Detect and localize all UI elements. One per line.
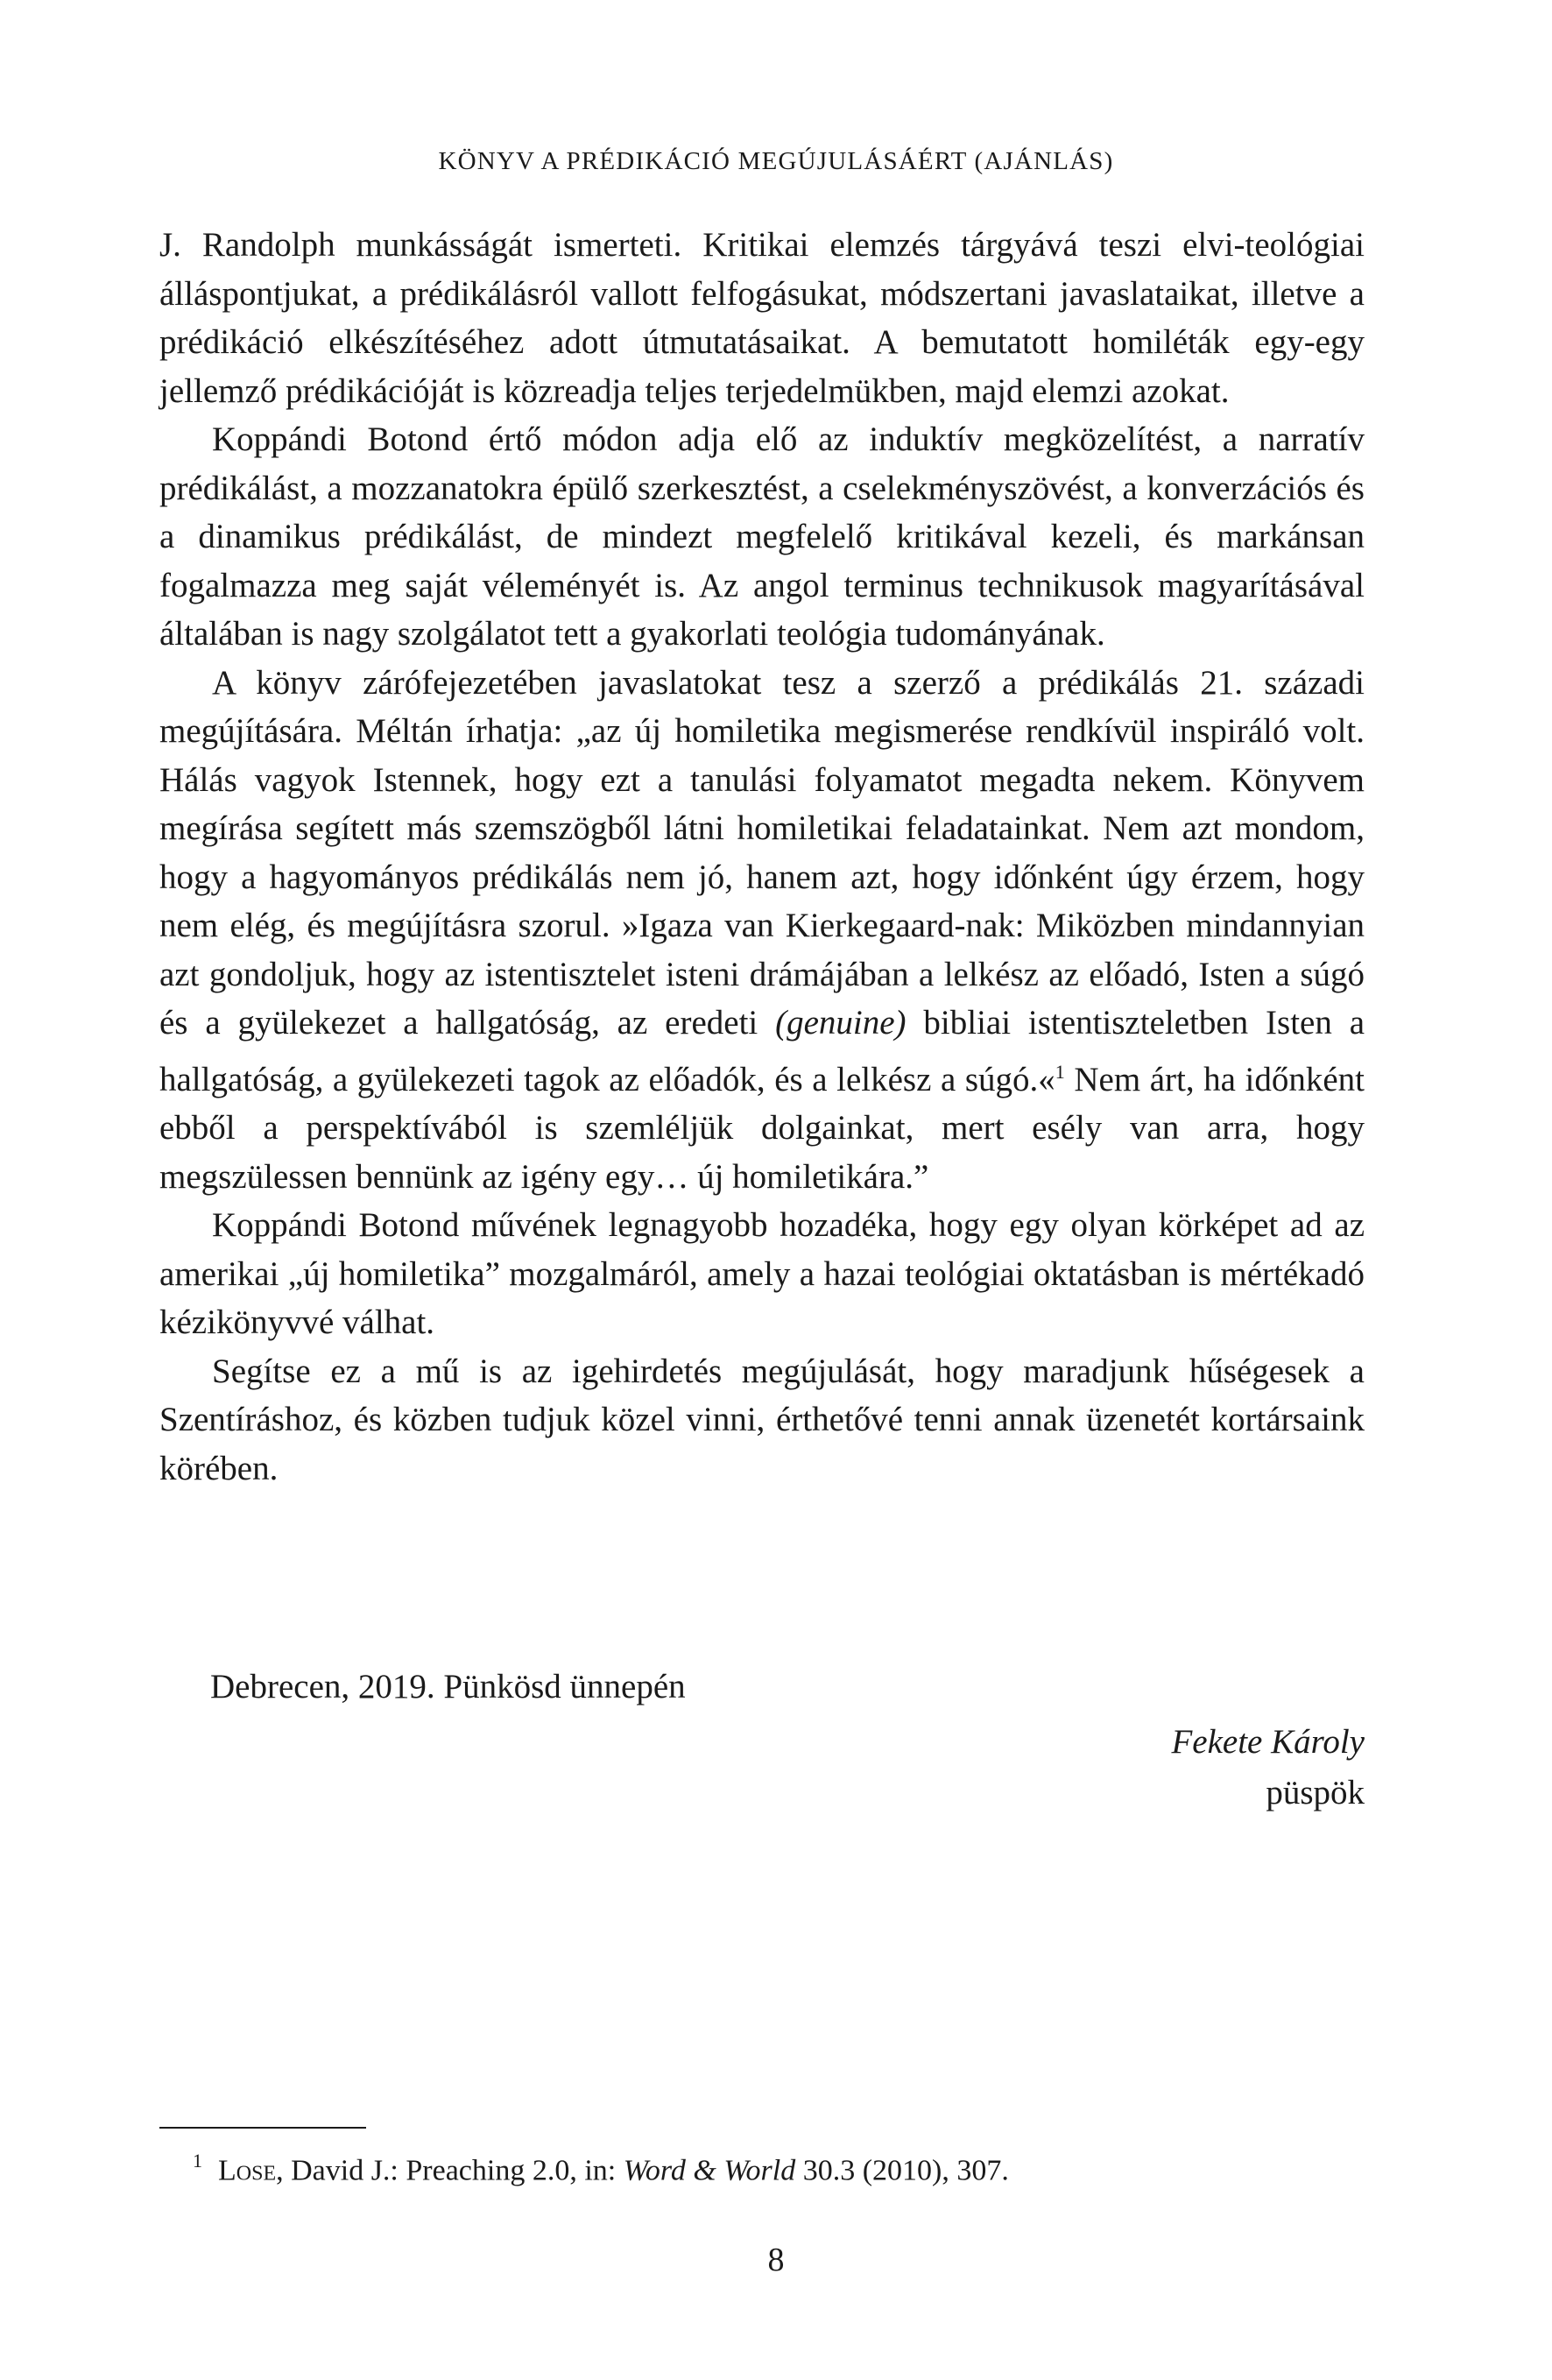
paragraph-5: Segítse ez a mű is az igehirdetés megújulását, hogy maradjunk hűségesek a Szentíráshoz, és közben tudjuk közel vinni, érthetővé tenni annak üzenetét kortársaink körében. <box>159 1352 1365 1487</box>
paragraph-1: J. Randolph munkásságát ismerteti. Kritikai elemzés tárgyává teszi elvi-teológiai álláspontjukat, a prédikálásról vallott felfogásukat, módszertani javaslataikat, illetve a prédikáció elkészítéséhez adott útmutatásaikat. A bemutatott homiléták egy-egy jellemző prédikációját is közreadja teljes terjedelmükben, majd elemzi azokat. <box>159 226 1365 410</box>
footnote <box>193 2143 1009 2190</box>
footnote-reference[interactable]: 1 <box>1055 1060 1065 1083</box>
page-number: 8 <box>767 2242 785 2278</box>
running-head: KÖNYV A PRÉDIKÁCIÓ MEGÚJULÁSÁÉRT (AJÁNLÁS) <box>438 147 1114 175</box>
paragraph-3-part-c: Nem árt, ha időnként ebből a perspektívából is szemléljük dolgainkat, mert esély van arra, hogy megszülessen bennünk az igény egy… új homiletikára.” <box>159 1060 1365 1196</box>
footnote-author: Lose <box>218 2154 277 2187</box>
body-text <box>159 221 1365 1493</box>
signature-name: Fekete Károly <box>1171 1723 1365 1761</box>
dateline: Debrecen, 2019. Pünkösd ünnepén <box>210 1668 686 1706</box>
genuine-italic: (genuine) <box>775 1004 907 1042</box>
paragraph-2: Koppándi Botond értő módon adja elő az induktív megközelítést, a narratív prédikálást, a mozzanatokra épülő szerkesztést, a cselekményszövést, a konverzációs és a dinamikus prédikálást, de mindezt megfelelő kritikával kezeli, és markánsan fogalmazza meg saját véleményét is. Az angol terminus technikusok magyarításával általában is nagy szolgálatot tett a gyakorlati teológia tudományának. <box>159 420 1365 653</box>
footnote-journal: Word & World <box>623 2154 796 2187</box>
paragraph-3-part-a: A könyv zárófejezetében javaslatokat tesz a szerző a prédikálás 21. századi megújítására. Méltán írhatja: „az új homiletika megismerése rendkívül inspiráló volt. Hálás vagyok Istennek, hogy ezt a tanulási folyamatot megadta nekem. Könyvem megírása segített más szemszögből látni homiletikai feladatainkat. Nem azt mondom, hogy a hagyományos prédikálás nem jó, hanem azt, hogy időnként úgy érzem, hogy nem elég, és megújításra szorul. »Igaza van Kierkegaard-nak: Miközben mindannyian azt gondoljuk, hogy az istentisztelet isteni drámájában a lelkész az előadó, Isten a súgó és a gyülekezet a hallgatóság, az eredeti <box>159 663 1365 1042</box>
paragraph-4: Koppándi Botond művének legnagyobb hozadéka, hogy egy olyan körképet ad az amerikai „új homiletika” mozgalmáról, amely a hazai teológiai oktatásban is mértékadó kézikönyvvé válhat. <box>159 1206 1365 1341</box>
paragraph-3 <box>159 659 1365 1202</box>
footnote-rule <box>159 2127 366 2129</box>
signature-title: püspök <box>1266 1774 1365 1811</box>
paragraph-3-part-b: bibliai istentiszteletben Isten a hallgatóság, a gyülekezeti tagok az előadók, és a lelkész a súgó.« <box>159 1004 1365 1098</box>
footnote-number: 1 <box>193 2150 202 2172</box>
footnote-details: 30.3 (2010), 307. <box>802 2154 1009 2187</box>
signature-block <box>1171 1717 1365 1819</box>
footnote-author-rest: , David J.: Preaching 2.0, in: <box>276 2154 617 2187</box>
